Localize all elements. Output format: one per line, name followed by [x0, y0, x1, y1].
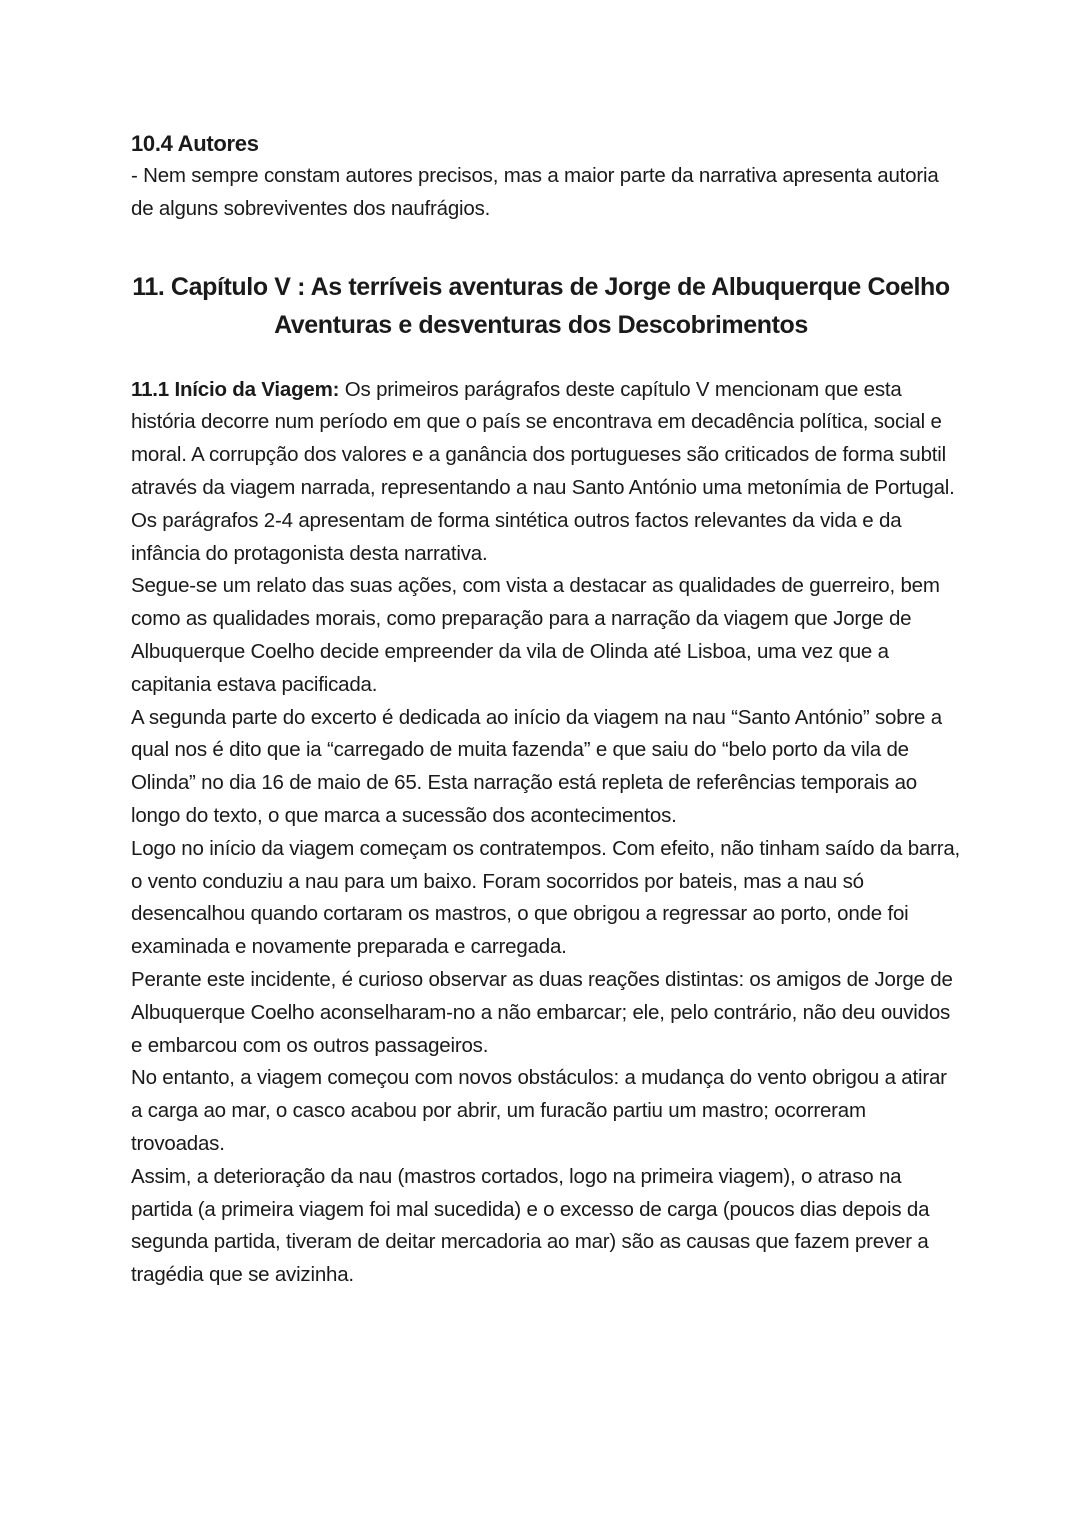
text-line: Segue-se um relato das suas ações, com vista a destacar as qualidades de guerreiro, bem: [131, 574, 940, 598]
text-line: partida (a primeira viagem foi mal sucedida) e o excesso de carga (poucos dias depois da: [131, 1197, 930, 1221]
text-line: capitania estava pacificada.: [131, 672, 378, 696]
text-line: longo do texto, o que marca a sucessão dos acontecimentos.: [131, 803, 677, 827]
text-line: de alguns sobreviventes dos naufrágios.: [131, 196, 491, 220]
section-11-1-heading: 11.1 Início da Viagem:: [131, 377, 340, 401]
text-line: moral. A corrupção dos valores e a ganância dos portugueses são criticados de forma subtil: [131, 443, 946, 467]
chapter-title-line-1: 11. Capítulo V : As terríveis aventuras de Jorge de Albuquerque Coelho: [132, 272, 950, 301]
text-line: Os parágrafos 2-4 apresentam de forma sintética outros factos relevantes da vida e da: [131, 508, 902, 532]
section-10-4-heading: 10.4 Autores: [131, 131, 259, 156]
text-line: Assim, a deterioração da nau (mastros cortados, logo na primeira viagem), o atraso na: [131, 1164, 902, 1188]
text-line: o vento conduziu a nau para um baixo. Foram socorridos por bateis, mas a nau só: [131, 869, 864, 893]
text-line: No entanto, a viagem começou com novos obstáculos: a mudança do vento obrigou a atirar: [131, 1066, 947, 1090]
text-line: A segunda parte do excerto é dedicada ao início da viagem na nau “Santo António” sobre a: [131, 705, 942, 729]
text-line: segunda partida, tiveram de deitar mercadoria ao mar) são as causas que fazem prever a: [131, 1230, 929, 1254]
text-line: examinada e novamente preparada e carregada.: [131, 935, 567, 959]
text-line: Logo no início da viagem começam os contratempos. Com efeito, não tinham saído da barra,: [131, 836, 961, 860]
section-11-1-body: [131, 406, 961, 1292]
text-line: através da viagem narrada, representando a nau Santo António uma metonímia de Portugal.: [131, 475, 955, 499]
text-line-first: [131, 374, 951, 407]
text-line: infância do protagonista desta narrativa.: [131, 541, 488, 565]
chapter-title-line-2: Aventuras e desventuras dos Descobrimentos: [274, 310, 808, 339]
text-line: trovoadas.: [131, 1131, 225, 1155]
text-line: - Nem sempre constam autores precisos, mas a maior parte da narrativa apresenta autoria: [131, 164, 939, 187]
section-10-4: [131, 128, 951, 226]
text-line: Albuquerque Coelho decide empreender da vila de Olinda até Lisboa, uma vez que a: [131, 639, 889, 663]
document-page: [131, 128, 961, 1292]
text-line: Perante este incidente, é curioso observar as duas reações distintas: os amigos de Jorge de: [131, 967, 953, 991]
section-11-1: [131, 374, 961, 1292]
text-line: e embarcou com os outros passageiros.: [131, 1033, 489, 1057]
text-line: desencalhou quando cortaram os mastros, o que obrigou a regressar ao porto, onde foi: [131, 902, 909, 926]
text-line: a carga ao mar, o casco acabou por abrir, um furacão partiu um mastro; ocorreram: [131, 1099, 866, 1123]
text-line: qual nos é dito que ia “carregado de muita fazenda” e que saiu do “belo porto da vila de: [131, 738, 909, 762]
text-line: Olinda” no dia 16 de maio de 65. Esta narração está repleta de referências temporais ao: [131, 771, 917, 795]
section-11-1-intro: Os primeiros parágrafos deste capítulo V mencionam que esta: [339, 377, 902, 401]
chapter-11-title: [131, 268, 951, 344]
text-line: história decorre num período em que o país se encontrava em decadência política, social e: [131, 410, 942, 434]
text-line: Albuquerque Coelho aconselharam-no a não embarcar; ele, pelo contrário, não deu ouvidos: [131, 1000, 951, 1024]
text-line: como as qualidades morais, como preparação para a narração da viagem que Jorge de: [131, 607, 912, 631]
text-line: tragédia que se avizinha.: [131, 1263, 354, 1287]
